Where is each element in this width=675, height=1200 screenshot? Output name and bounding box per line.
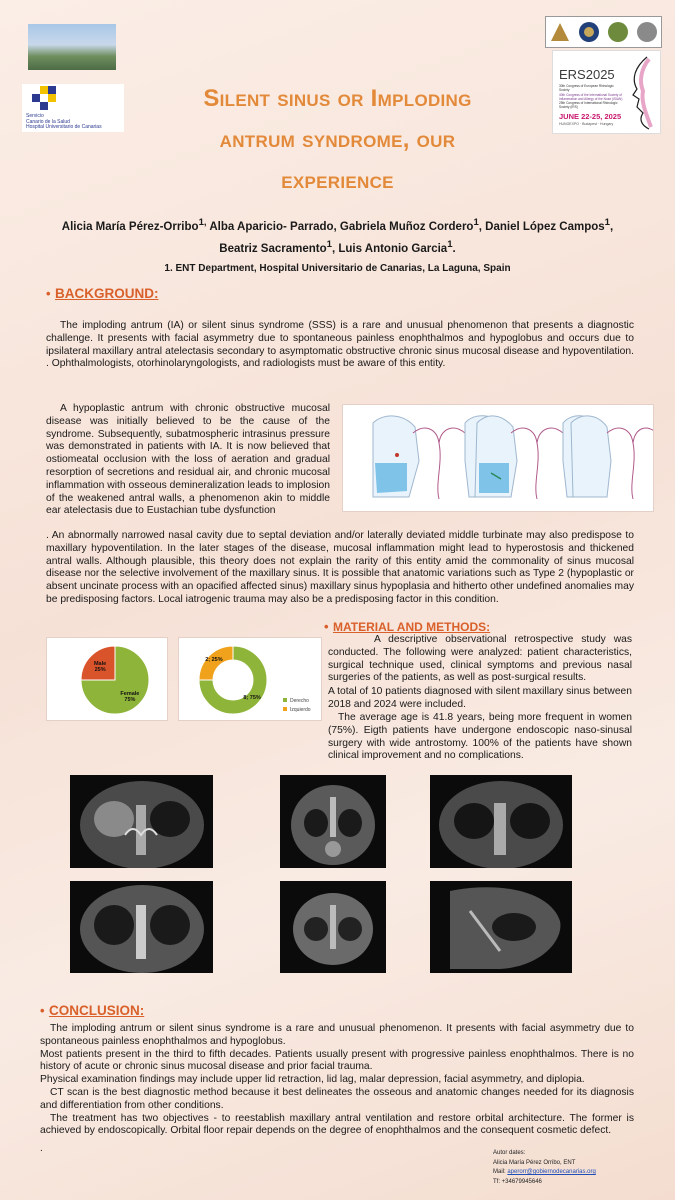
ers-line-3: 25th Congress of International Rhinologic Society (IRS) bbox=[559, 101, 618, 110]
legend-swatch bbox=[283, 698, 287, 702]
title-line-3: experience bbox=[281, 167, 394, 194]
conclusion-heading bbox=[40, 1002, 144, 1020]
author-box-tel: Tf: +34679945646 bbox=[493, 1178, 542, 1185]
conclusion-line-3: Physical examination findings may include upper lid retraction, lid lag, malar depression, facial asymmetry, and diplopia. bbox=[40, 1074, 585, 1086]
conclusion-line-5: The treatment has two objectives - to reestablish maxillary antral ventilation and restore orbital architecture. The former is achieved by endoscopically. Orbital floor repair depends on the degree of enophthalmos and the consequent cosmetic defect. bbox=[40, 1112, 634, 1137]
author-box-name: Alicia María Pérez Orribo, ENT bbox=[493, 1159, 576, 1166]
side-donut-chart bbox=[178, 637, 322, 721]
society-green-icon bbox=[607, 21, 629, 43]
ct-axial-image-2 bbox=[280, 881, 386, 973]
conclusion-body bbox=[40, 1023, 634, 1138]
conclusion-line-2: Most patients present in the third to fifth decades. Patients usually present with progressive painless enophthalmos. There is no history of acute or chronic sinus mucosal disease and prior facial trauma. bbox=[40, 1048, 634, 1073]
methods-paragraph-1: A descriptive observational retrospective study was conducted. The following were analyzed: patient characteristics, surgical technique used, clinical symptoms and previous nasal surgeries of the patients, as well as post-surgical results. bbox=[328, 634, 632, 684]
ers-title: ERS2025 bbox=[559, 67, 615, 82]
title-line-1: Silent sinus or Imploding bbox=[203, 85, 472, 112]
scs-text-2: Canario de la Salud bbox=[26, 118, 70, 125]
sex-pie-svg bbox=[47, 638, 167, 720]
author-mail-link[interactable]: aperorr@gobiernodecanarias.org bbox=[507, 1169, 596, 1175]
ers-place: HUNGEXPO · Budapest · Hungary bbox=[559, 122, 614, 126]
ers-profile-icon bbox=[627, 55, 657, 130]
scs-mark-icon bbox=[26, 86, 66, 116]
legend-label: Izquierdo bbox=[290, 707, 311, 713]
side-donut-svg bbox=[179, 638, 321, 720]
background-paragraph-2: A hypoplastic antrum with chronic obstructive mucosal disease was initially believed to be the cause of the syndrome. Subsequently, subatmospheric intrasinus pressure was demonstrated in patients with IA. It is now believed that ostiomeatal occlusion with the loss of aeration and gradual resorption of secretions and residual air, and chronic mucosal inflammation with osseous demineralization leads to implosion of the weakened antral walls, a phenomenon akin to middle ear atelectasis due to Eustachian tube dysfunction bbox=[46, 403, 330, 517]
methods-paragraph-2: A total of 10 patients diagnosed with silent maxillary sinus between 2018 and 2024 were included. bbox=[328, 686, 632, 710]
pie-data-label: Male 25% bbox=[93, 661, 107, 674]
legend-label: Derecho bbox=[290, 698, 309, 704]
background-heading bbox=[46, 285, 159, 303]
ers2025-logo bbox=[552, 50, 661, 134]
ct-coronal-image-1 bbox=[70, 775, 213, 868]
pie-data-label: Female 75% bbox=[120, 690, 140, 703]
title-line-2: antrum syndrome, our bbox=[219, 126, 456, 153]
ers-line-2: 40th Congress of the International Society of Inflammation and Allergy of the Nose (ISIAN) bbox=[559, 92, 623, 101]
legend-swatch bbox=[283, 707, 287, 711]
author-box-label: Autor dates: bbox=[493, 1150, 526, 1156]
sinus-diagram-stage-3 bbox=[571, 416, 653, 499]
society-triangle-icon bbox=[549, 21, 571, 43]
background-paragraph-3: . An abnormally narrowed nasal cavity due to septal deviation and/or laterally deviated middle turbinate may also predispose to maxillary hypoventilation. In the later stages of the disease, mucosal inflammation might lead to hyperostosis and thickened antral walls. Although plausible, this theory does not explain the rarity of this entity amid the commonality of sinus mucosal disease nor the selective involvement of the maxillary sinus. It is possible that anatomic variations such as Type 2 (hypoplastic or absent uncinate process with an opacified affected sinus) maxillary sinus hypoplasia and hitherto other undefined anomalies may be predisposing factors. Local iatrogenic trauma may also be a predisposing factor in this condition. bbox=[46, 530, 634, 605]
methods-bullet-icon: • bbox=[324, 619, 329, 634]
scs-text-1: Servicio bbox=[26, 113, 44, 119]
author-box-mail-row bbox=[493, 1168, 643, 1178]
pie-slice-izquierdo bbox=[199, 646, 233, 680]
scs-text-3: Hospital Universitario de Canarias bbox=[26, 124, 102, 130]
ct-coronal-image-2 bbox=[430, 775, 572, 868]
ct-coronal-image-3 bbox=[70, 881, 213, 973]
society-grey-icon bbox=[636, 21, 658, 43]
conclusion-line-4: CT scan is the best diagnostic method because it best delineates the osseous and anatomic changes needed for its diagnosis and differentiation from other conditions. bbox=[40, 1086, 634, 1111]
society-seal-icon bbox=[578, 21, 600, 43]
poster-title bbox=[140, 78, 535, 201]
ers-dates: JUNE 22-25, 2025 bbox=[559, 112, 622, 121]
ct-axial-image-1 bbox=[280, 775, 386, 868]
methods-heading-text: MATERIAL AND METHODS: bbox=[333, 620, 491, 634]
pie-data-label: 8; 75% bbox=[243, 695, 261, 702]
society-logos-strip bbox=[545, 16, 662, 48]
ct-sagittal-image bbox=[430, 881, 572, 973]
sinus-diagram bbox=[342, 404, 654, 512]
scs-logo bbox=[22, 84, 124, 132]
conclusion-line-1: The imploding antrum or silent sinus syndrome is a rare and unusual phenomenon. It presents with facial asymmetry due to spontaneous painless enophthalmos and hypoglobus. bbox=[40, 1023, 634, 1047]
pie-data-label: 2; 25% bbox=[205, 656, 223, 663]
conclusion-dot: . bbox=[40, 1143, 43, 1154]
background-bullet-icon: • bbox=[46, 286, 51, 301]
conclusion-heading-text: CONCLUSION: bbox=[49, 1003, 145, 1018]
ers-line-1: 30th Congress of European Rhinologic Society bbox=[559, 84, 614, 93]
author-contact-box bbox=[493, 1149, 643, 1187]
background-paragraph-1: The imploding antrum (IA) or silent sinus syndrome (SSS) is a rare and unusual phenomenon that presents a diagnostic challenge. It presents with facial asymmetry due to spontaneous painless enophthalmos and hypoglobus and occurs due to ipsilateral maxillary antral atelectasis secondary to asymptomatic obstructive chronic sinus mucosal disease and hypoventilation. . Ophthalmologists, otorhinolaryngologists, and radiologists must be aware of this entity. bbox=[46, 320, 634, 370]
conclusion-bullet-icon: • bbox=[40, 1003, 45, 1018]
author-list: Alicia María Pérez-Orribo$^{1,}$ Alba Aparicio- Parrado, Gabriela Muñoz Cordero$^1$, Daniel López Campos$^1$, Beatriz Sacramento$^1$, Luis Antonio Garcia$^1$. bbox=[61, 217, 614, 255]
department-affiliation: 1. ENT Department, Hospital Universitario de Canarias, La Laguna, Spain bbox=[164, 263, 511, 274]
sex-pie-chart bbox=[46, 637, 168, 721]
author-mail-label: Mail: bbox=[493, 1169, 508, 1175]
methods-paragraph-3: The average age is 41.8 years, being more frequent in women (75%). Eigth patients have undergone endoscopic naso-sinusal surgery with wide antrostomy. 100% of the patients have shown clinical improvement and no complications. bbox=[328, 712, 632, 762]
hospital-photo-logo bbox=[28, 24, 116, 70]
background-heading-text: BACKGROUND: bbox=[55, 286, 159, 301]
